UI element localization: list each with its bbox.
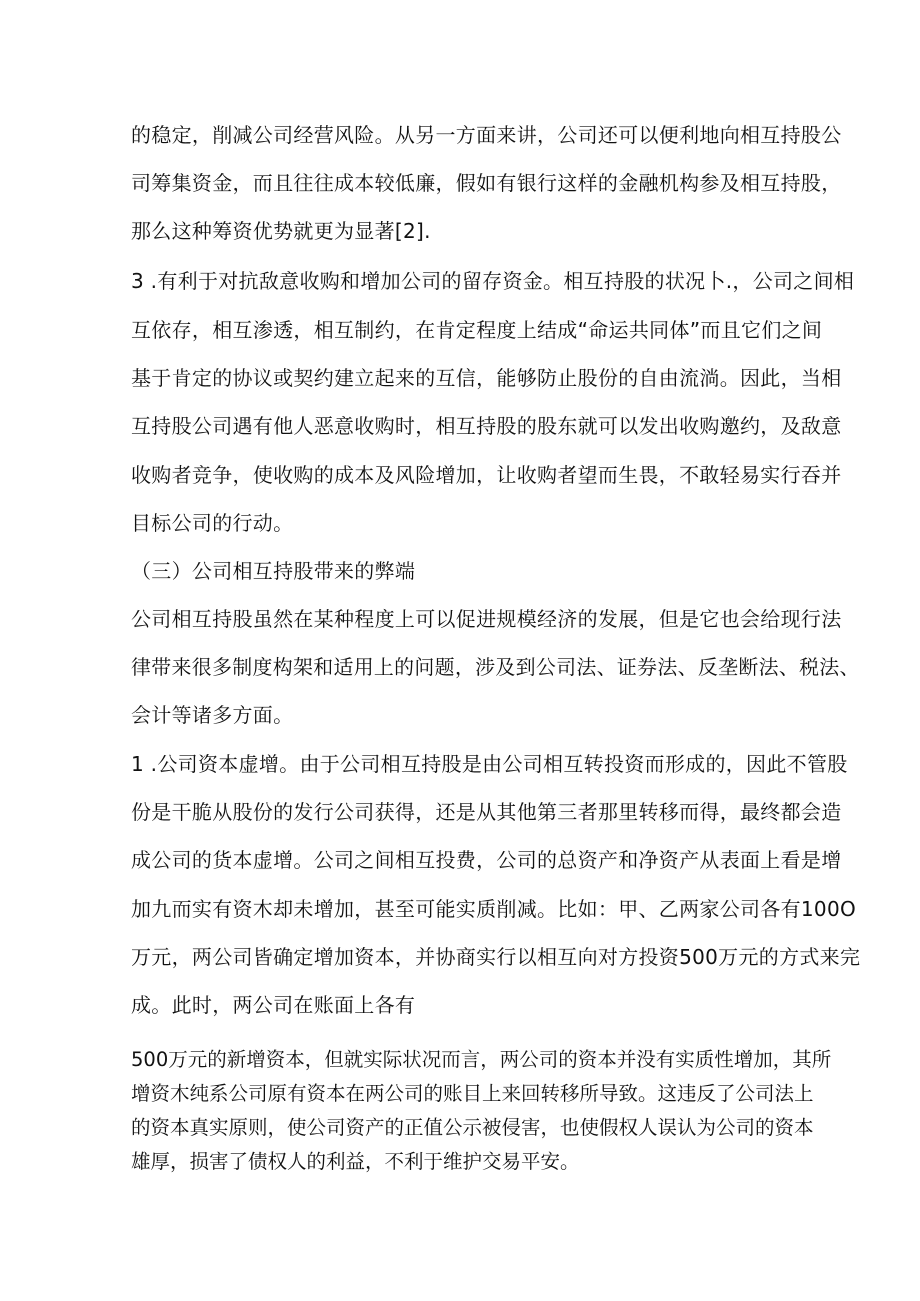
text-line: 加九而实有资木却未增加，甚至可能实质削减。比如：甲、乙两家公司各有100O (131, 897, 857, 921)
text-line: 增资木纯系公司原有资本在两公司的账目上来回转移所导致。这违反了公司法上 (131, 1082, 814, 1105)
text-line: 的资本真实原则，使公司资产的正值公示被侵害，也使假权人误认为公司的资本 (131, 1116, 814, 1139)
text-line: 1 .公司资本虚增。由于公司相互持股是由公司相互转投资而形成的，因此不管股 (131, 752, 848, 776)
text-line: 司筹集资金，而且往往成本较低廉，假如有银行这样的金融机构参及相互持股， (131, 171, 842, 195)
text-line: 互持股公司遇有他人恶意收购时，相互持股的股东就可以发出收购邀约，及敌意 (131, 414, 842, 438)
text-line: 收购者竞争，使收购的成本及风险增加，让收购者望而生畏，不敢轻易实行吞并 (131, 463, 842, 487)
text-line: 3 .有利于对抗敌意收购和增加公司的留存资金。相互持股的状况卜.，公司之间相 (131, 269, 855, 293)
text-line: 成公司的货本虚增。公司之间相互投费，公司的总资产和净资产从表面上看是增 (131, 848, 842, 872)
text-line: 500万元的新增资本，但就实际状况而言，两公司的资本并没有实质性增加，其所 (131, 1048, 832, 1071)
text-line: 互依存，相互渗透，相互制约，在肯定程度上结成“命运共同体”而且它们之间 (131, 318, 823, 342)
text-line: 的稳定，削减公司经营风险。从另一方面来讲，公司还可以便利地向相互持股公 (131, 123, 842, 147)
text-line: 公司相互持股虽然在某种程度上可以促进规模经济的发展，但是它也会给现行法 (131, 607, 842, 631)
text-line: 那么这种筹资优势就更为显著[2]. (131, 219, 431, 243)
text-line: 雄厚，损害了债权人的利益，不利于维护交易平安。 (131, 1150, 580, 1173)
text-line: 万元，两公司皆确定增加资本，并协商实行以相互向对方投资500万元的方式来完 (131, 945, 861, 969)
text-line: 基于肯定的协议或契约建立起来的互信，能够防止股份的自由流淌。因此，当相 (131, 366, 842, 390)
text-line: 律带来很多制度构架和适用上的问题，涉及到公司法、证券法、反垄断法、税法、 (131, 655, 860, 679)
text-line: 成。此时，两公司在账面上各有 (131, 993, 416, 1017)
text-line: 份是干脆从股份的发行公司获得，还是从其他第三者那里转移而得，最终都会造 (131, 800, 842, 824)
text-line: 会计等诸多方面。 (131, 703, 294, 727)
section-heading: （三）公司相互持股带来的弊端 (131, 559, 416, 583)
text-line: 目标公司的行动。 (131, 511, 294, 535)
